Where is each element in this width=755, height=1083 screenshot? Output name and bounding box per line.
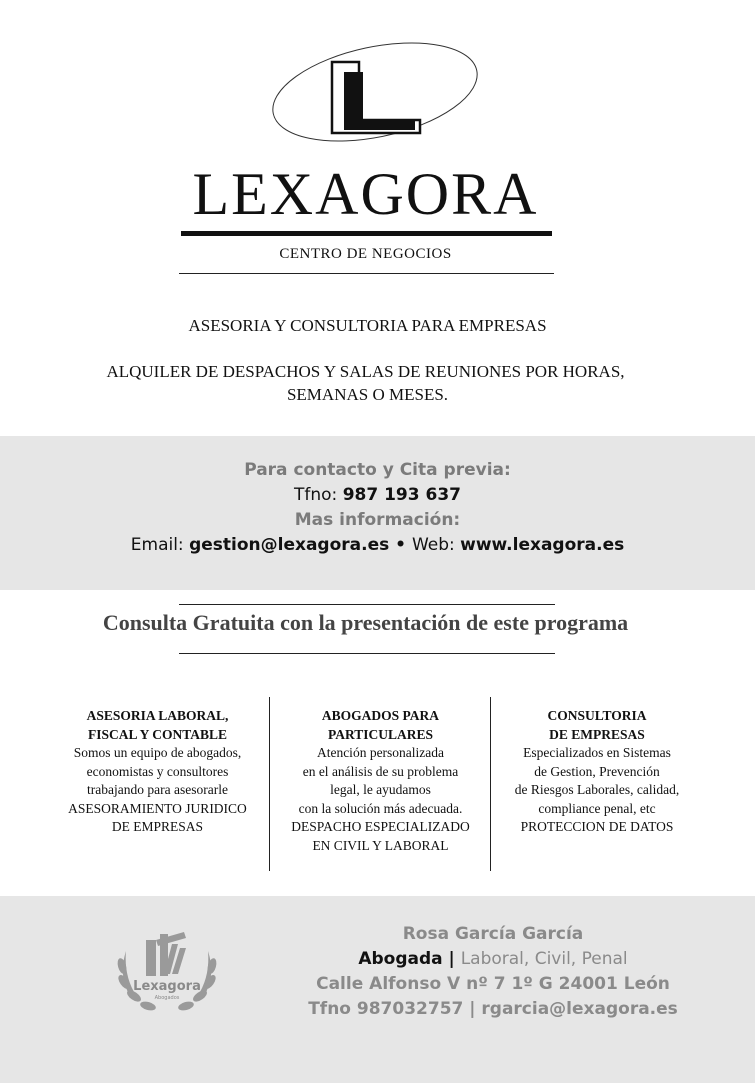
email-link[interactable]: gestion@lexagora.es bbox=[189, 535, 390, 555]
service-column-particulares: ABOGADOS PARA PARTICULARES Atención personalizada en el análisis de su problema legal, le ayudamos con la solución más adecuada. DESPACHO ESPECIALIZADO EN CIVIL Y LABORAL bbox=[291, 708, 470, 853]
column-divider bbox=[490, 697, 491, 871]
divider bbox=[179, 653, 555, 654]
brand-name: LEXAGORA bbox=[192, 161, 539, 227]
contact-email-web: Email: gestion@lexagora.es • Web: www.lexagora.es bbox=[130, 535, 625, 555]
brand-subtitle: CENTRO DE NEGOCIOS bbox=[279, 246, 452, 262]
service-line: ALQUILER DE DESPACHOS Y SALAS DE REUNIONES POR HORAS, bbox=[106, 362, 625, 381]
lexagora-emblem-logo bbox=[112, 926, 222, 1018]
emblem-subtext: Abogados bbox=[154, 995, 180, 1001]
divider bbox=[179, 273, 554, 274]
divider bbox=[181, 231, 552, 236]
emblem-text: Lexagora bbox=[133, 979, 201, 994]
column-divider bbox=[269, 697, 270, 871]
lawyer-name: Rosa García García bbox=[402, 924, 584, 944]
web-link[interactable]: www.lexagora.es bbox=[460, 535, 625, 555]
contact-title: Para contacto y Cita previa: bbox=[244, 460, 511, 480]
service-line: ASESORIA Y CONSULTORIA PARA EMPRESAS bbox=[188, 316, 547, 335]
more-info: Mas información: bbox=[294, 510, 461, 530]
divider bbox=[179, 604, 555, 605]
footer-contact bbox=[223, 922, 755, 1022]
contact-phone: Tfno: 987 193 637 bbox=[294, 485, 461, 505]
office-address: Calle Alfonso V nº 7 1º G 24001 León bbox=[316, 974, 670, 994]
service-column-consultoria: CONSULTORIA DE EMPRESAS Especializados en Sistemas de Gestion, Prevención de Riesgos Laborales, calidad, compliance penal, etc PROTECCION DE DATOS bbox=[514, 708, 680, 834]
lawyer-role: Abogada | Laboral, Civil, Penal bbox=[358, 949, 628, 969]
offer-text: Consulta Gratuita con la presentación de este programa bbox=[102, 610, 629, 635]
lexagora-logo bbox=[265, 40, 485, 150]
service-line: SEMANAS O MESES. bbox=[286, 385, 449, 404]
lawyer-phone-email: Tfno 987032757 | rgarcia@lexagora.es bbox=[308, 999, 678, 1019]
service-column-laboral: ASESORIA LABORAL, FISCAL Y CONTABLE Somos un equipo de abogados, economistas y consultores trabajando para asesorarle ASESORAMIENTO JURIDICO DE EMPRESAS bbox=[68, 708, 247, 834]
